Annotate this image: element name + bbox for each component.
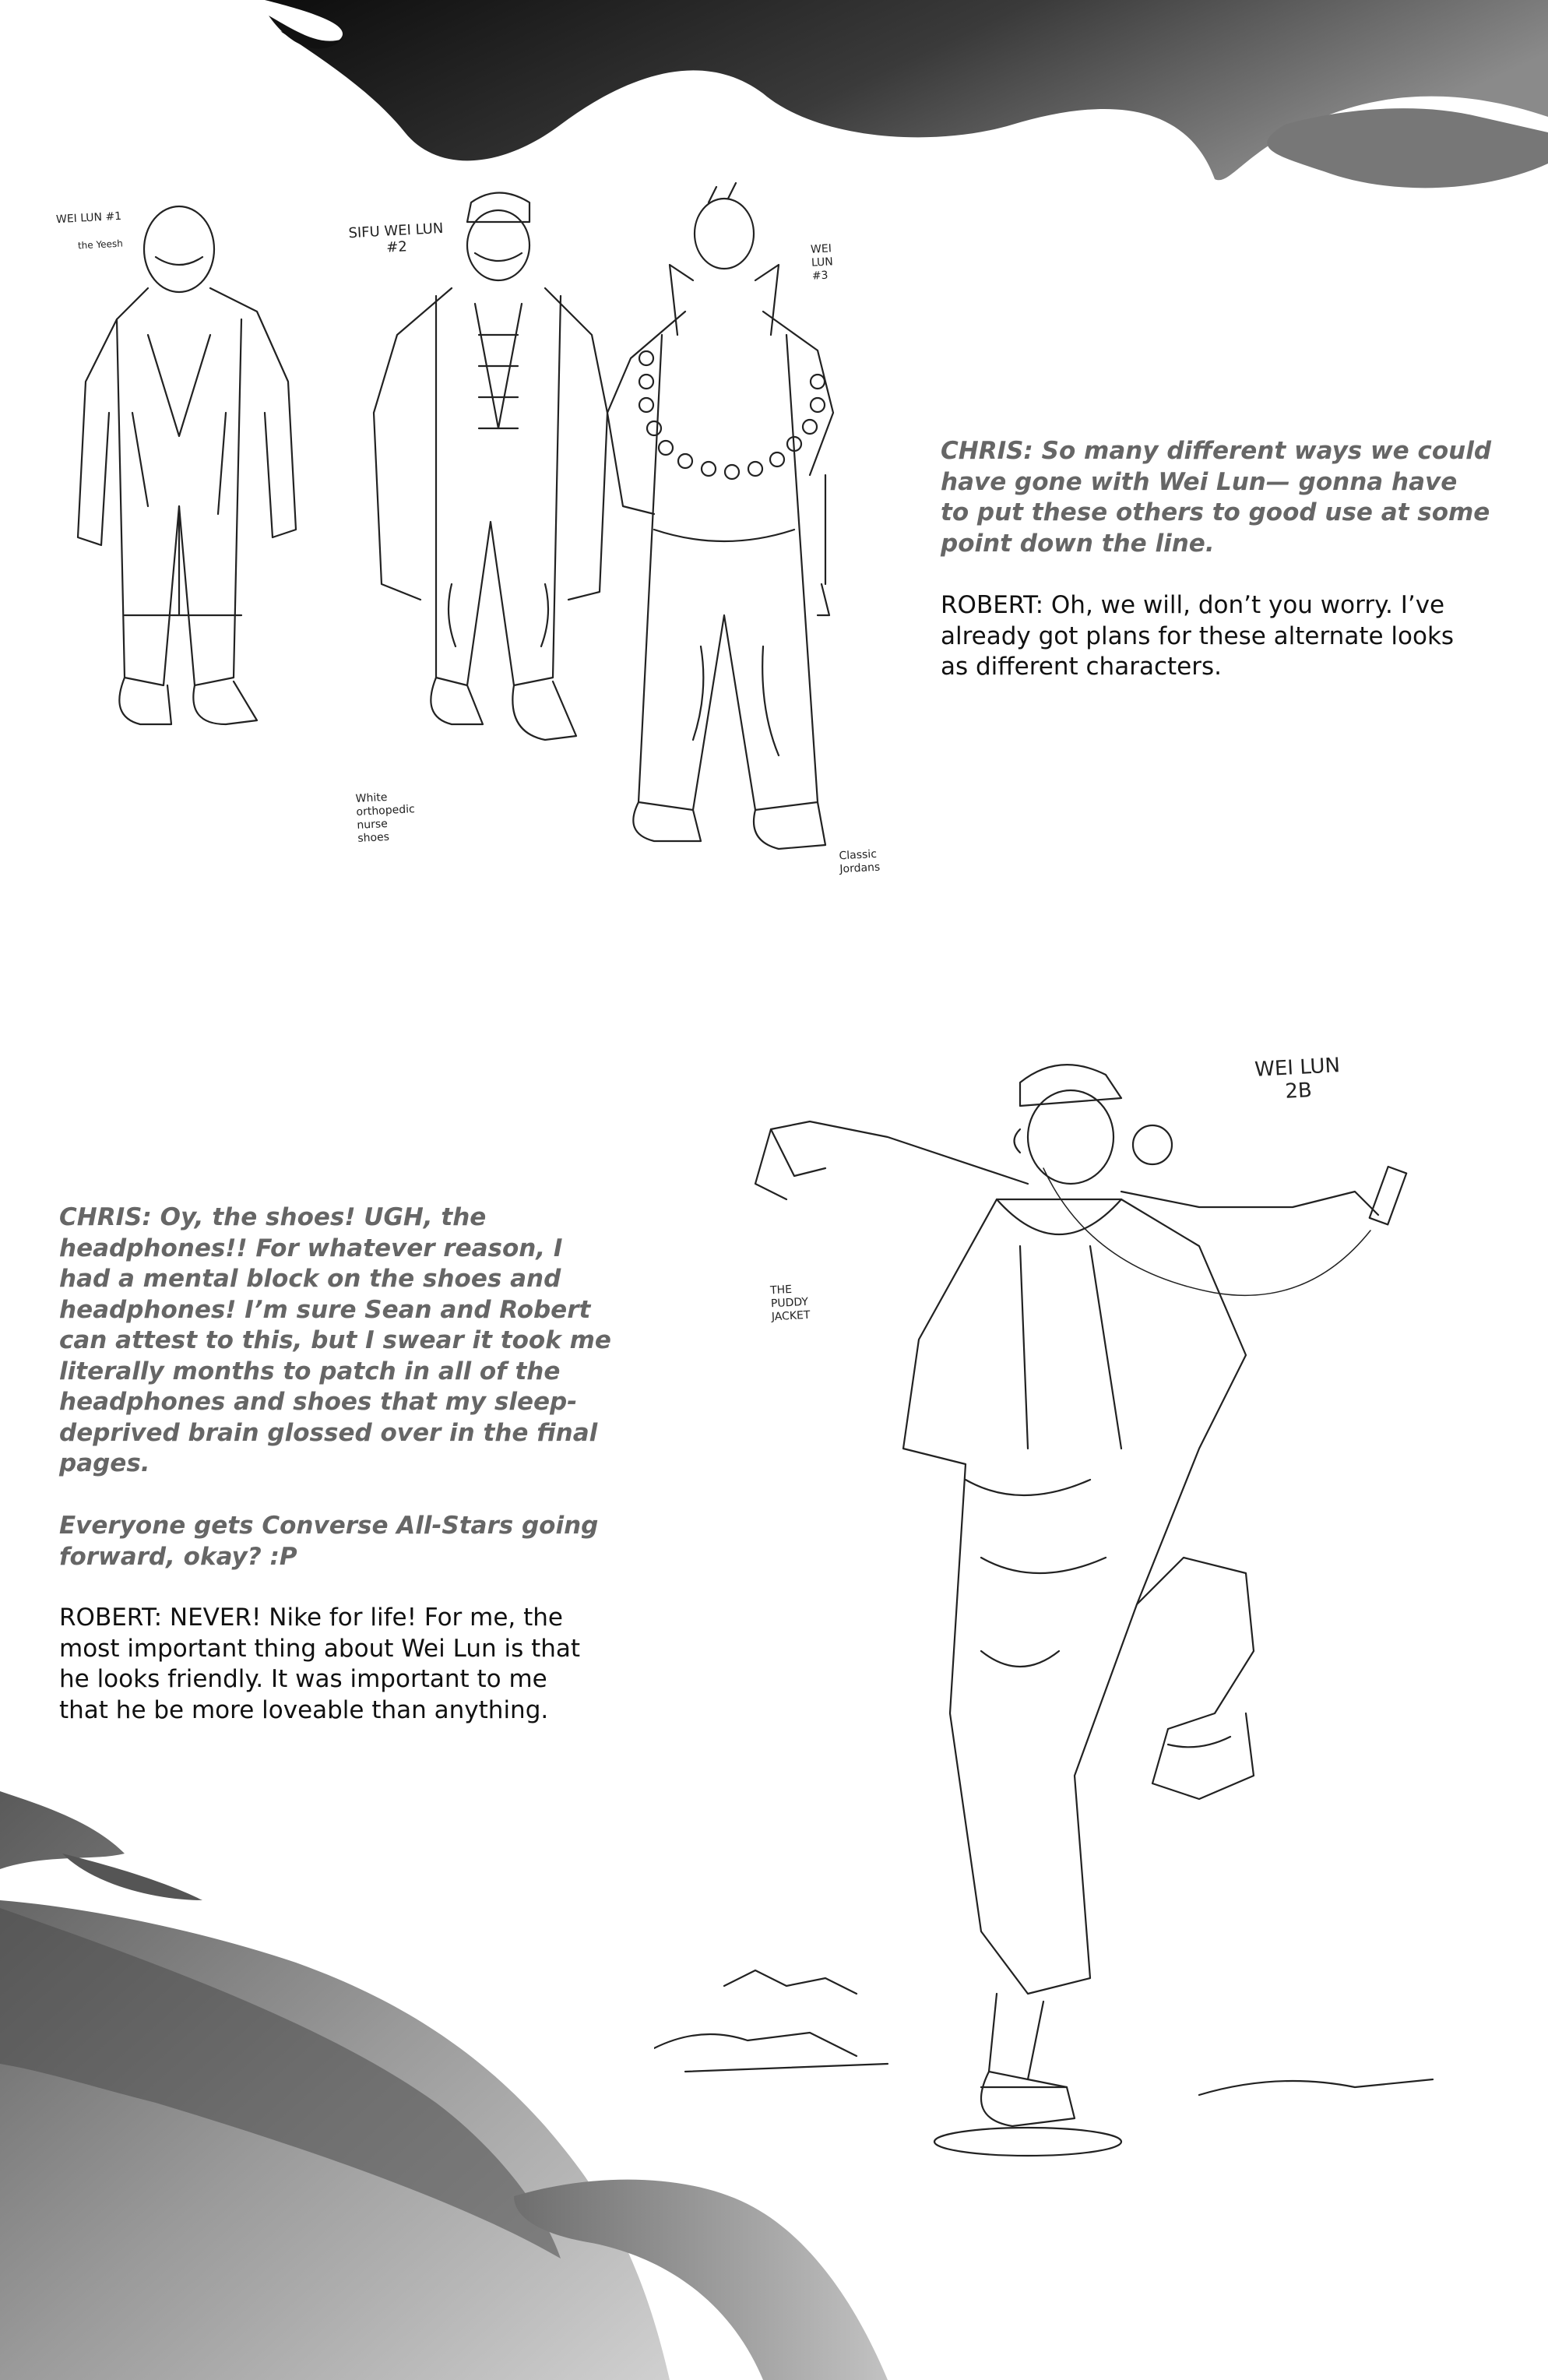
label-wei-lun-3: WEI LUN #3: [810, 242, 834, 283]
label-sifu-wei-lun-2: SIFU WEI LUN #2: [347, 220, 444, 256]
wei-lun-2b-sketch: [654, 1012, 1511, 2196]
wei-lun-figure-3: [607, 183, 833, 849]
character-sketch-lineup: [31, 179, 919, 927]
bottom-brush-flick: [62, 1854, 202, 1900]
wei-lun-figure-2: [374, 193, 607, 741]
chris-note-bottom-1: CHRIS: Oy, the shoes! UGH, the headphones!! For whatever reason, I had a mental block on the shoes and headphones! I’m sure Sean and Robert can attest to this, but I swear it took me literally months to patch in all of the headphones and shoes that my sleep- deprived brain glossed over in the final pages.: [59, 1203, 611, 1477]
top-brush-right: [1267, 108, 1548, 188]
wei-lun-figure-1: [78, 206, 296, 724]
chris-note-top: CHRIS: So many different ways we could have gone with Wei Lun— gonna have to put these others to good use at some point down the line.: [941, 437, 1492, 558]
robert-note-top: ROBERT: Oh, we will, don’t you worry. I’ve already got plans for these alternate looks as different characters.: [941, 591, 1455, 681]
label-wei-lun-2b: WEI LUN 2B: [1254, 1054, 1341, 1104]
label-classic-jordans: Classic Jordans: [839, 847, 881, 876]
label-white-shoes: White orthopedic nurse shoes: [355, 790, 416, 845]
label-puddy-jacket: THE PUDDY JACKET: [769, 1283, 811, 1324]
chris-note-bottom-2: Everyone gets Converse All-Stars going forward, okay? :P: [59, 1512, 599, 1571]
label-wei-lun-1-sub: the Yeesh: [77, 238, 124, 252]
label-wei-lun-1: WEI LUN #1: [55, 209, 122, 227]
robert-note-bottom: ROBERT: NEVER! Nike for life! For me, the most important thing about Wei Lun is that he looks friendly. It was important to me that he be more loveable than anything.: [59, 1604, 581, 1724]
